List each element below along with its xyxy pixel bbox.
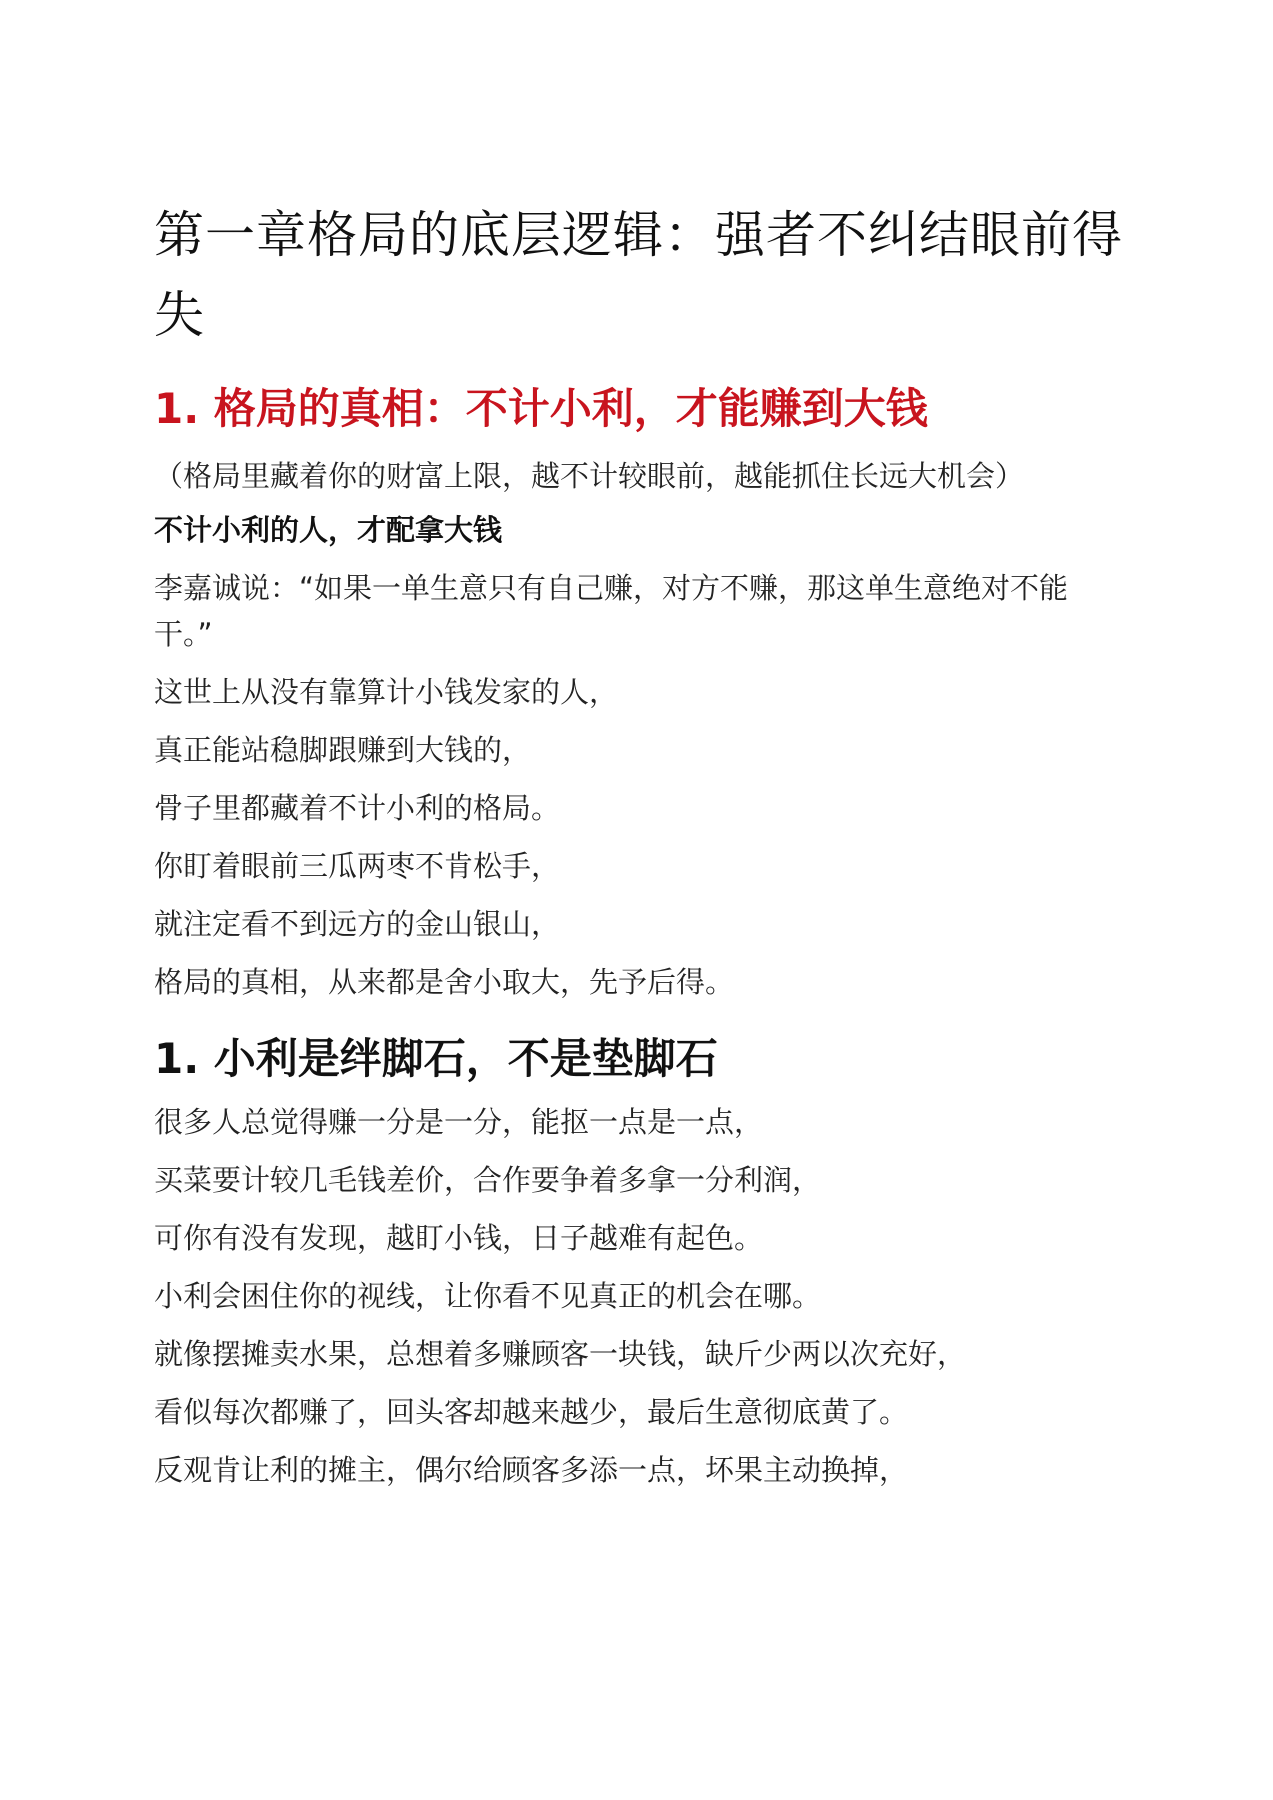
text-line: 这世上从没有靠算计小钱发家的人， xyxy=(154,675,619,709)
text-line: 看似每次都赚了，回头客却越来越少，最后生意彻底黄了。 xyxy=(154,1395,909,1429)
text-line: 可你有没有发现，越盯小钱，日子越难有起色。 xyxy=(154,1221,764,1255)
text-line: 你盯着眼前三瓜两枣不肯松手， xyxy=(154,849,561,883)
section-heading-truth: 1. 格局的真相：不计小利，才能赚到大钱 xyxy=(154,384,928,433)
text-line: 真正能站稳脚跟赚到大钱的， xyxy=(154,733,532,767)
document-page xyxy=(154,195,1124,1499)
li-ka-shing-quote: 李嘉诚说：“如果一单生意只有自己赚，对方不赚，那这单生意绝对不能干。” xyxy=(154,571,1069,651)
bold-subheading: 不计小利的人，才配拿大钱 xyxy=(154,513,503,547)
section-note: （格局里藏着你的财富上限，越不计较眼前，越能抓住长远大机会） xyxy=(154,459,1025,493)
text-line: 反观肯让利的摊主，偶尔给顾客多添一点，坏果主动换掉， xyxy=(154,1453,909,1487)
text-line: 格局的真相，从来都是舍小取大，先予后得。 xyxy=(154,965,735,999)
text-line: 就注定看不到远方的金山银山， xyxy=(154,907,561,941)
text-line: 就像摆摊卖水果，总想着多赚顾客一块钱，缺斤少两以次充好， xyxy=(154,1337,967,1371)
text-line: 骨子里都藏着不计小利的格局。 xyxy=(154,791,561,825)
section2-lines xyxy=(154,1093,1124,1499)
text-line: 很多人总觉得赚一分是一分，能抠一点是一点， xyxy=(154,1105,764,1139)
section-heading-small-profit: 1. 小利是绊脚石，不是垫脚石 xyxy=(154,1034,718,1083)
section1-lines xyxy=(154,663,1124,1011)
chapter-title: 第一章格局的底层逻辑：强者不纠结眼前得失 xyxy=(154,206,1123,344)
text-line: 买菜要计较几毛钱差价，合作要争着多拿一分利润， xyxy=(154,1163,822,1197)
text-line: 小利会困住你的视线，让你看不见真正的机会在哪。 xyxy=(154,1279,822,1313)
